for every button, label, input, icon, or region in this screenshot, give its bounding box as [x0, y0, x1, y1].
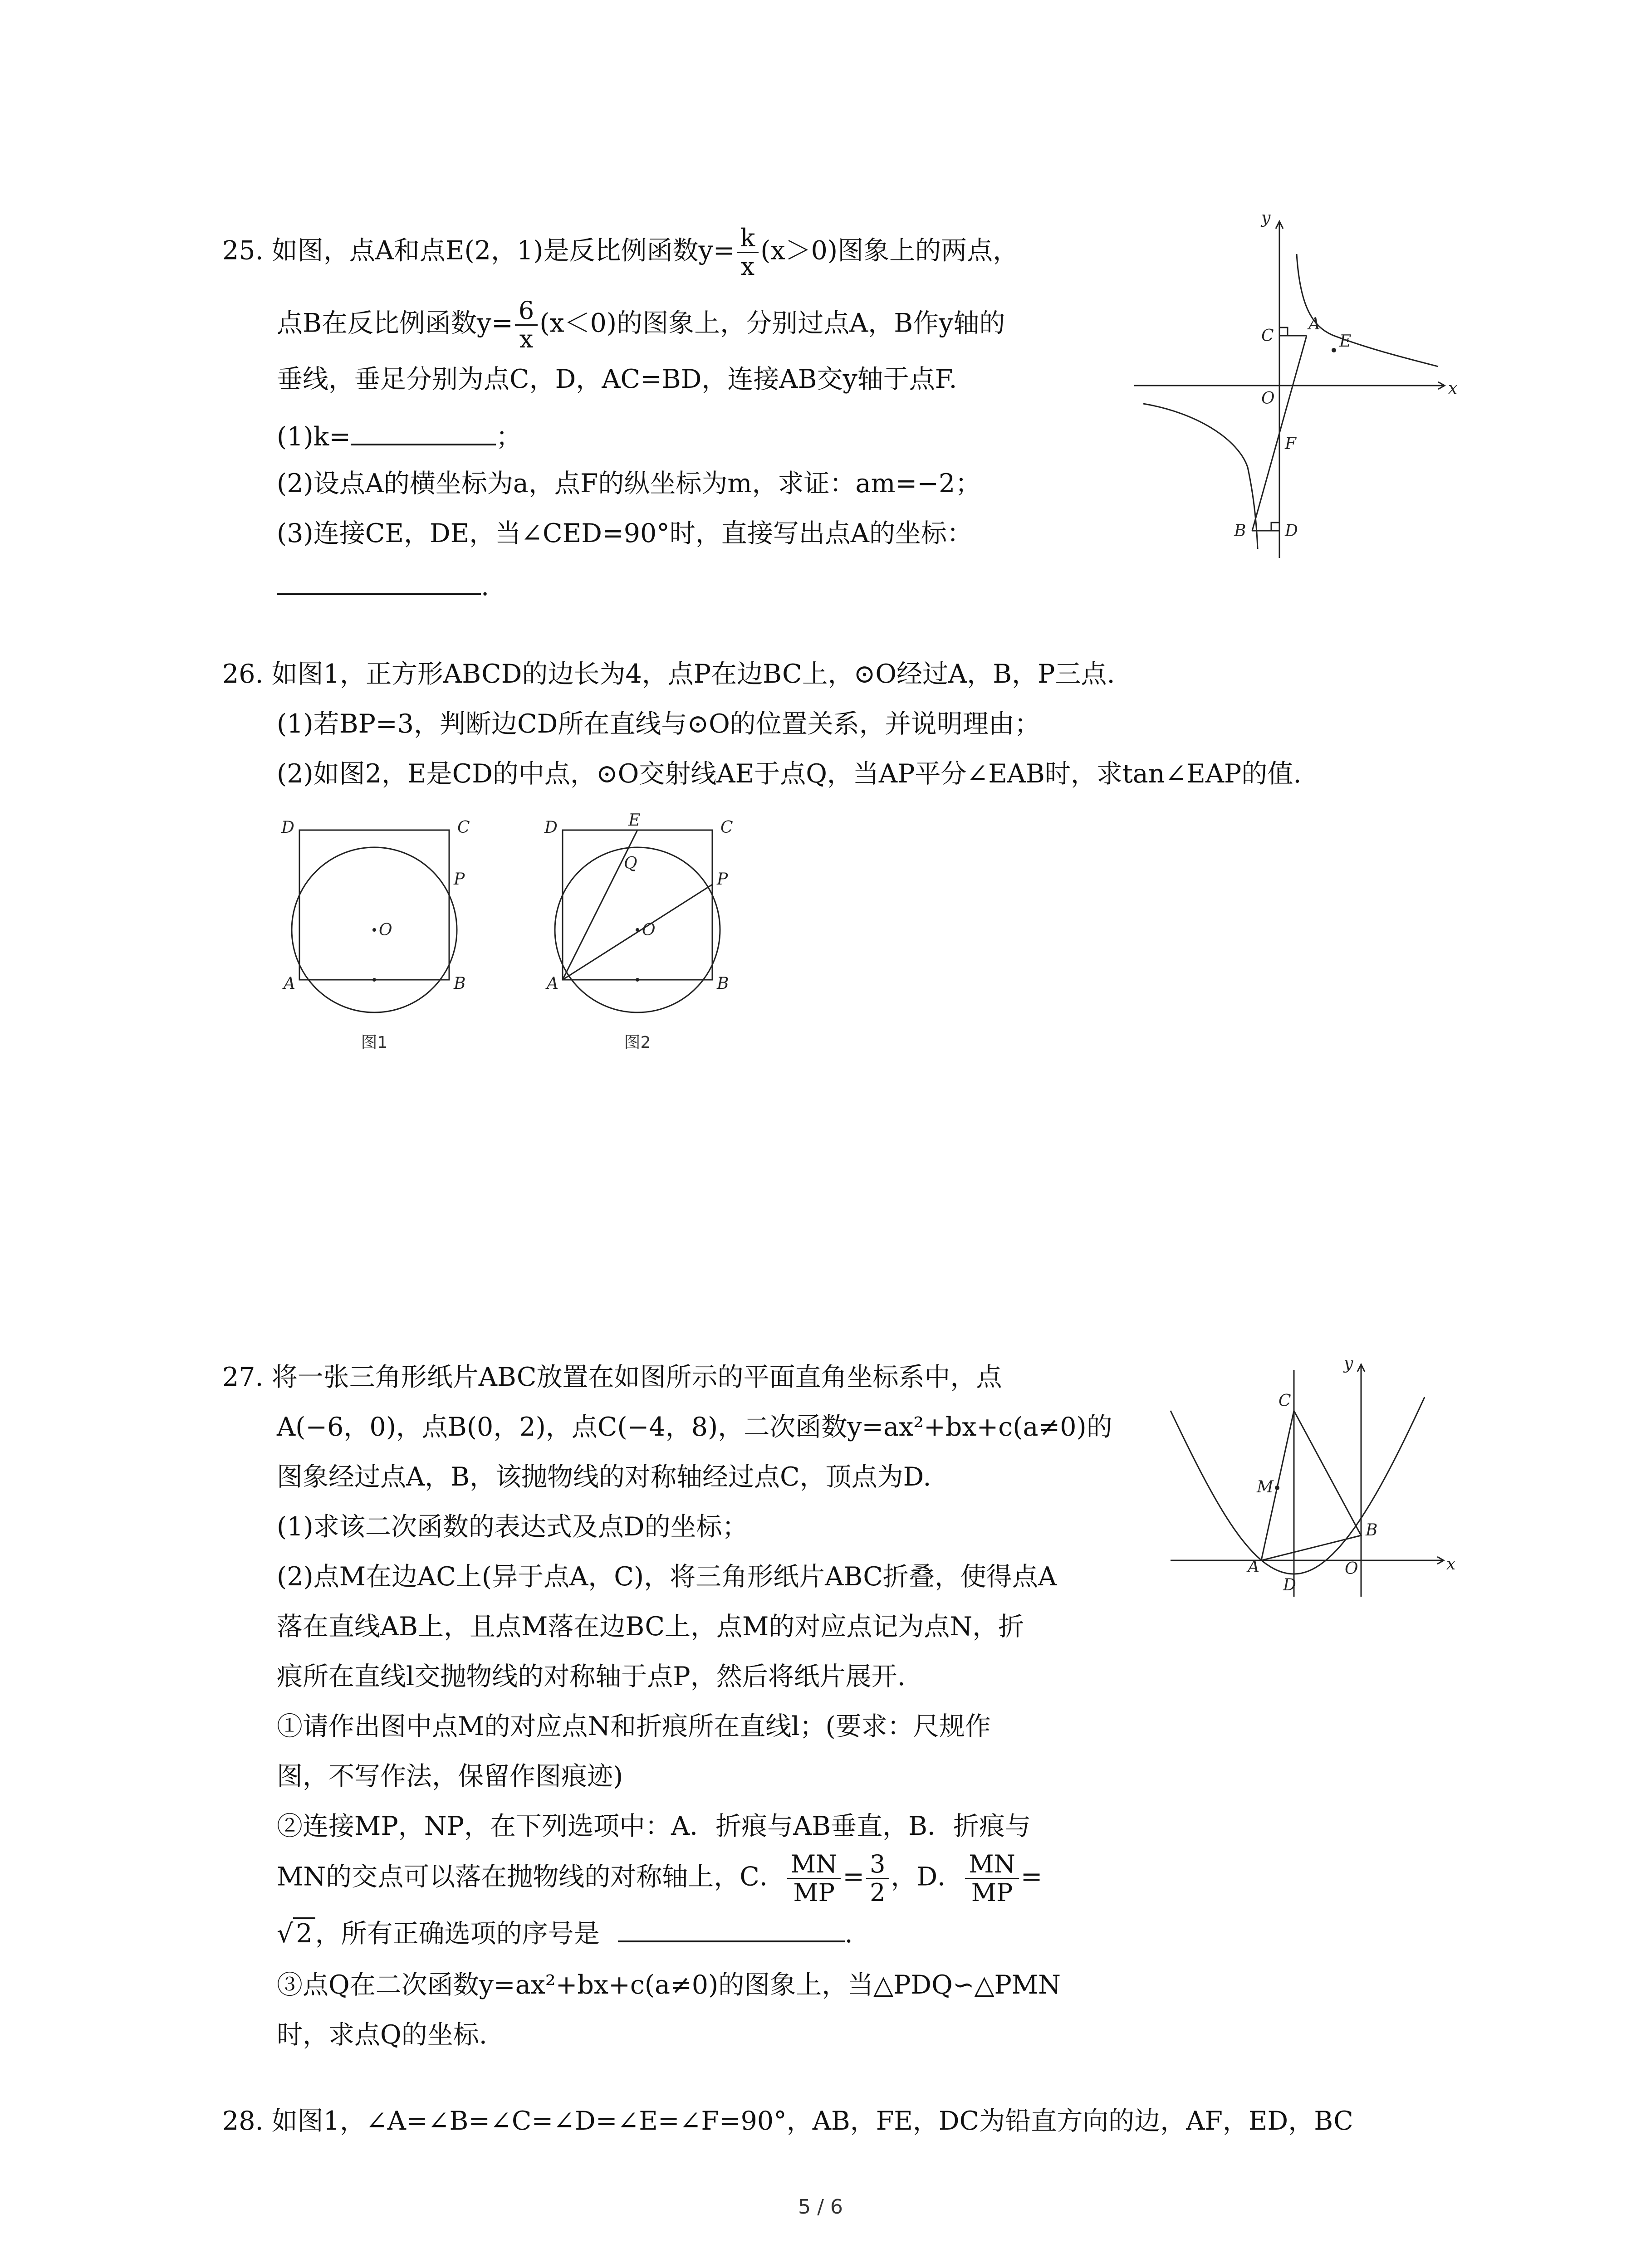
point-o	[636, 928, 639, 932]
q28-line-1: 28. 如图1，∠A=∠B=∠C=∠D=∠E=∠F=90°，AB，FE，DC为铅直方向的边，AF，ED，BC	[222, 2106, 1353, 2136]
page-number: 5 / 6	[798, 2195, 843, 2219]
label-a: A	[1308, 315, 1320, 333]
q26-figure-1	[268, 807, 522, 1061]
q27-line-4: (1)求该二次函数的表达式及点D的坐标；	[277, 1512, 748, 1542]
q27-line-13: ③点Q在二次函数y=ax²+bx+c(a≠0)的图象上，当△PDQ∽△PMN	[277, 1970, 1061, 2000]
label-c: C	[1261, 327, 1274, 345]
label-c: C	[1279, 1392, 1291, 1410]
label-q: Q	[624, 854, 637, 873]
q27-line-6: 落在直线AB上，且点M落在边BC上，点M的对应点记为点N，折	[277, 1612, 1024, 1642]
q25-line-7: .	[277, 567, 489, 603]
ray-ae	[563, 830, 637, 980]
q25-line-4: (1)k= ；	[277, 417, 522, 453]
fraction-6-over-x: $\frac{6}{x}$	[515, 297, 538, 353]
q25-line-6: (3)连接CE，DE，当∠CED=90°时，直接写出点A的坐标：	[277, 518, 973, 548]
label-d: D	[281, 818, 294, 837]
label-e: E	[628, 811, 641, 830]
label-a: A	[1248, 1558, 1259, 1576]
label-p: P	[454, 870, 465, 889]
point-ab-mid	[636, 978, 639, 982]
q25-figure	[1125, 213, 1461, 562]
q27-line-11: MN的交点可以落在抛物线的对称轴上，C． $\frac{MN}{MP}$ = $\frac{3}{2}$ ，D． $\frac{MN}{MP}$ =	[277, 1850, 1043, 1907]
point-m	[1275, 1486, 1279, 1490]
label-a: A	[284, 974, 295, 993]
fraction-3-over-2: $\frac{3}{2}$	[866, 1851, 889, 1906]
label-o: O	[1345, 1559, 1358, 1578]
hyperbola-right-branch	[1297, 254, 1438, 367]
q26-line-2: (1)若BP=3，判断边CD所在直线与⊙O的位置关系，并说明理由；	[277, 709, 1040, 739]
q25-line-1: 25. 如图，点A和点E(2，1)是反比例函数y= $\frac{k}{x}$ (x＞0)图象上的两点，	[222, 224, 1019, 281]
q25-line-3: 垂线，垂足分别为点C，D，AC=BD，连接AB交y轴于点F.	[277, 364, 957, 394]
caption-figure-2: 图2	[624, 1033, 651, 1052]
label-o: O	[379, 921, 392, 939]
label-c: C	[720, 818, 733, 837]
q25-line-2: 点B在反比例函数y= $\frac{6}{x}$ (x＜0)的图象上，分别过点A，B作y轴的	[277, 296, 1005, 353]
label-f: F	[1285, 435, 1296, 453]
label-a: A	[547, 974, 558, 993]
q26-figure-2	[531, 807, 785, 1061]
q27-line-1: 27. 将一张三角形纸片ABC放置在如图所示的平面直角坐标系中，点	[222, 1362, 1002, 1392]
parabola	[1171, 1397, 1425, 1574]
segment-ap	[563, 885, 712, 980]
fraction-mn-over-mp-c: $\frac{MN}{MP}$	[787, 1851, 841, 1906]
right-angle-d	[1271, 523, 1279, 531]
point-ab-mid	[372, 978, 376, 982]
q25-line-5: (2)设点A的横坐标为a，点F的纵坐标为m，求证：am=−2；	[277, 469, 981, 499]
square-abcd	[563, 830, 712, 980]
q27-line-10: ②连接MP，NP，在下列选项中：A．折痕与AB垂直，B．折痕与	[277, 1811, 1031, 1841]
q27-figure	[1161, 1356, 1461, 1610]
label-b: B	[1234, 522, 1246, 540]
q27-line-14: 时，求点Q的坐标.	[277, 2020, 487, 2050]
label-b: B	[1366, 1521, 1378, 1540]
label-c: C	[457, 818, 470, 837]
label-p: P	[717, 870, 728, 889]
answer-blank-point-a[interactable]	[277, 567, 481, 595]
sqrt-2: √ 2	[277, 1917, 315, 1950]
q27-line-2: A(−6，0)，点B(0，2)，点C(−4，8)，二次函数y=ax²+bx+c(a≠0)的	[277, 1412, 1112, 1442]
label-o: O	[1261, 389, 1275, 408]
label-o: O	[642, 921, 656, 939]
label-b: B	[717, 974, 729, 993]
q27-line-8: ①请作出图中点M的对应点N和折痕所在直线l；(要求：尺规作	[277, 1711, 991, 1741]
q26-line-3: (2)如图2，E是CD的中点，⊙O交射线AE于点Q，当AP平分∠EAB时，求tan∠EAP的值.	[277, 759, 1302, 789]
fraction-k-over-x: $\frac{k}{x}$	[737, 225, 759, 280]
label-d: D	[544, 818, 558, 837]
label-y: y	[1261, 213, 1271, 227]
label-x: x	[1448, 379, 1458, 398]
label-x: x	[1446, 1555, 1456, 1574]
point-o	[372, 928, 376, 932]
answer-blank-k[interactable]	[351, 417, 496, 445]
right-angle-c	[1279, 327, 1288, 336]
label-d: D	[1283, 1576, 1296, 1594]
point-e	[1332, 348, 1336, 352]
q27-line-7: 痕所在直线l交抛物线的对称轴于点P，然后将纸片展开.	[277, 1662, 906, 1691]
answer-blank-options[interactable]	[618, 1914, 845, 1942]
q26-line-1: 26. 如图1，正方形ABCD的边长为4，点P在边BC上，⊙O经过A，B，P三点.	[222, 659, 1115, 689]
q27-line-5: (2)点M在边AC上(异于点A，C)，将三角形纸片ABC折叠，使得点A	[277, 1562, 1057, 1592]
q27-line-12: √ 2 ，所有正确选项的序号是 .	[277, 1914, 853, 1950]
label-m: M	[1257, 1478, 1274, 1496]
caption-figure-1: 图1	[361, 1033, 388, 1052]
q27-line-9: 图，不写作法，保留作图痕迹)	[277, 1761, 623, 1791]
label-d: D	[1285, 522, 1298, 540]
label-y: y	[1344, 1356, 1353, 1373]
label-e: E	[1339, 332, 1352, 351]
q27-line-3: 图象经过点A，B，该抛物线的对称轴经过点C，顶点为D.	[277, 1462, 931, 1492]
fraction-mn-over-mp-d: $\frac{MN}{MP}$	[965, 1851, 1019, 1906]
label-b: B	[454, 974, 466, 993]
square-abcd	[299, 830, 449, 980]
